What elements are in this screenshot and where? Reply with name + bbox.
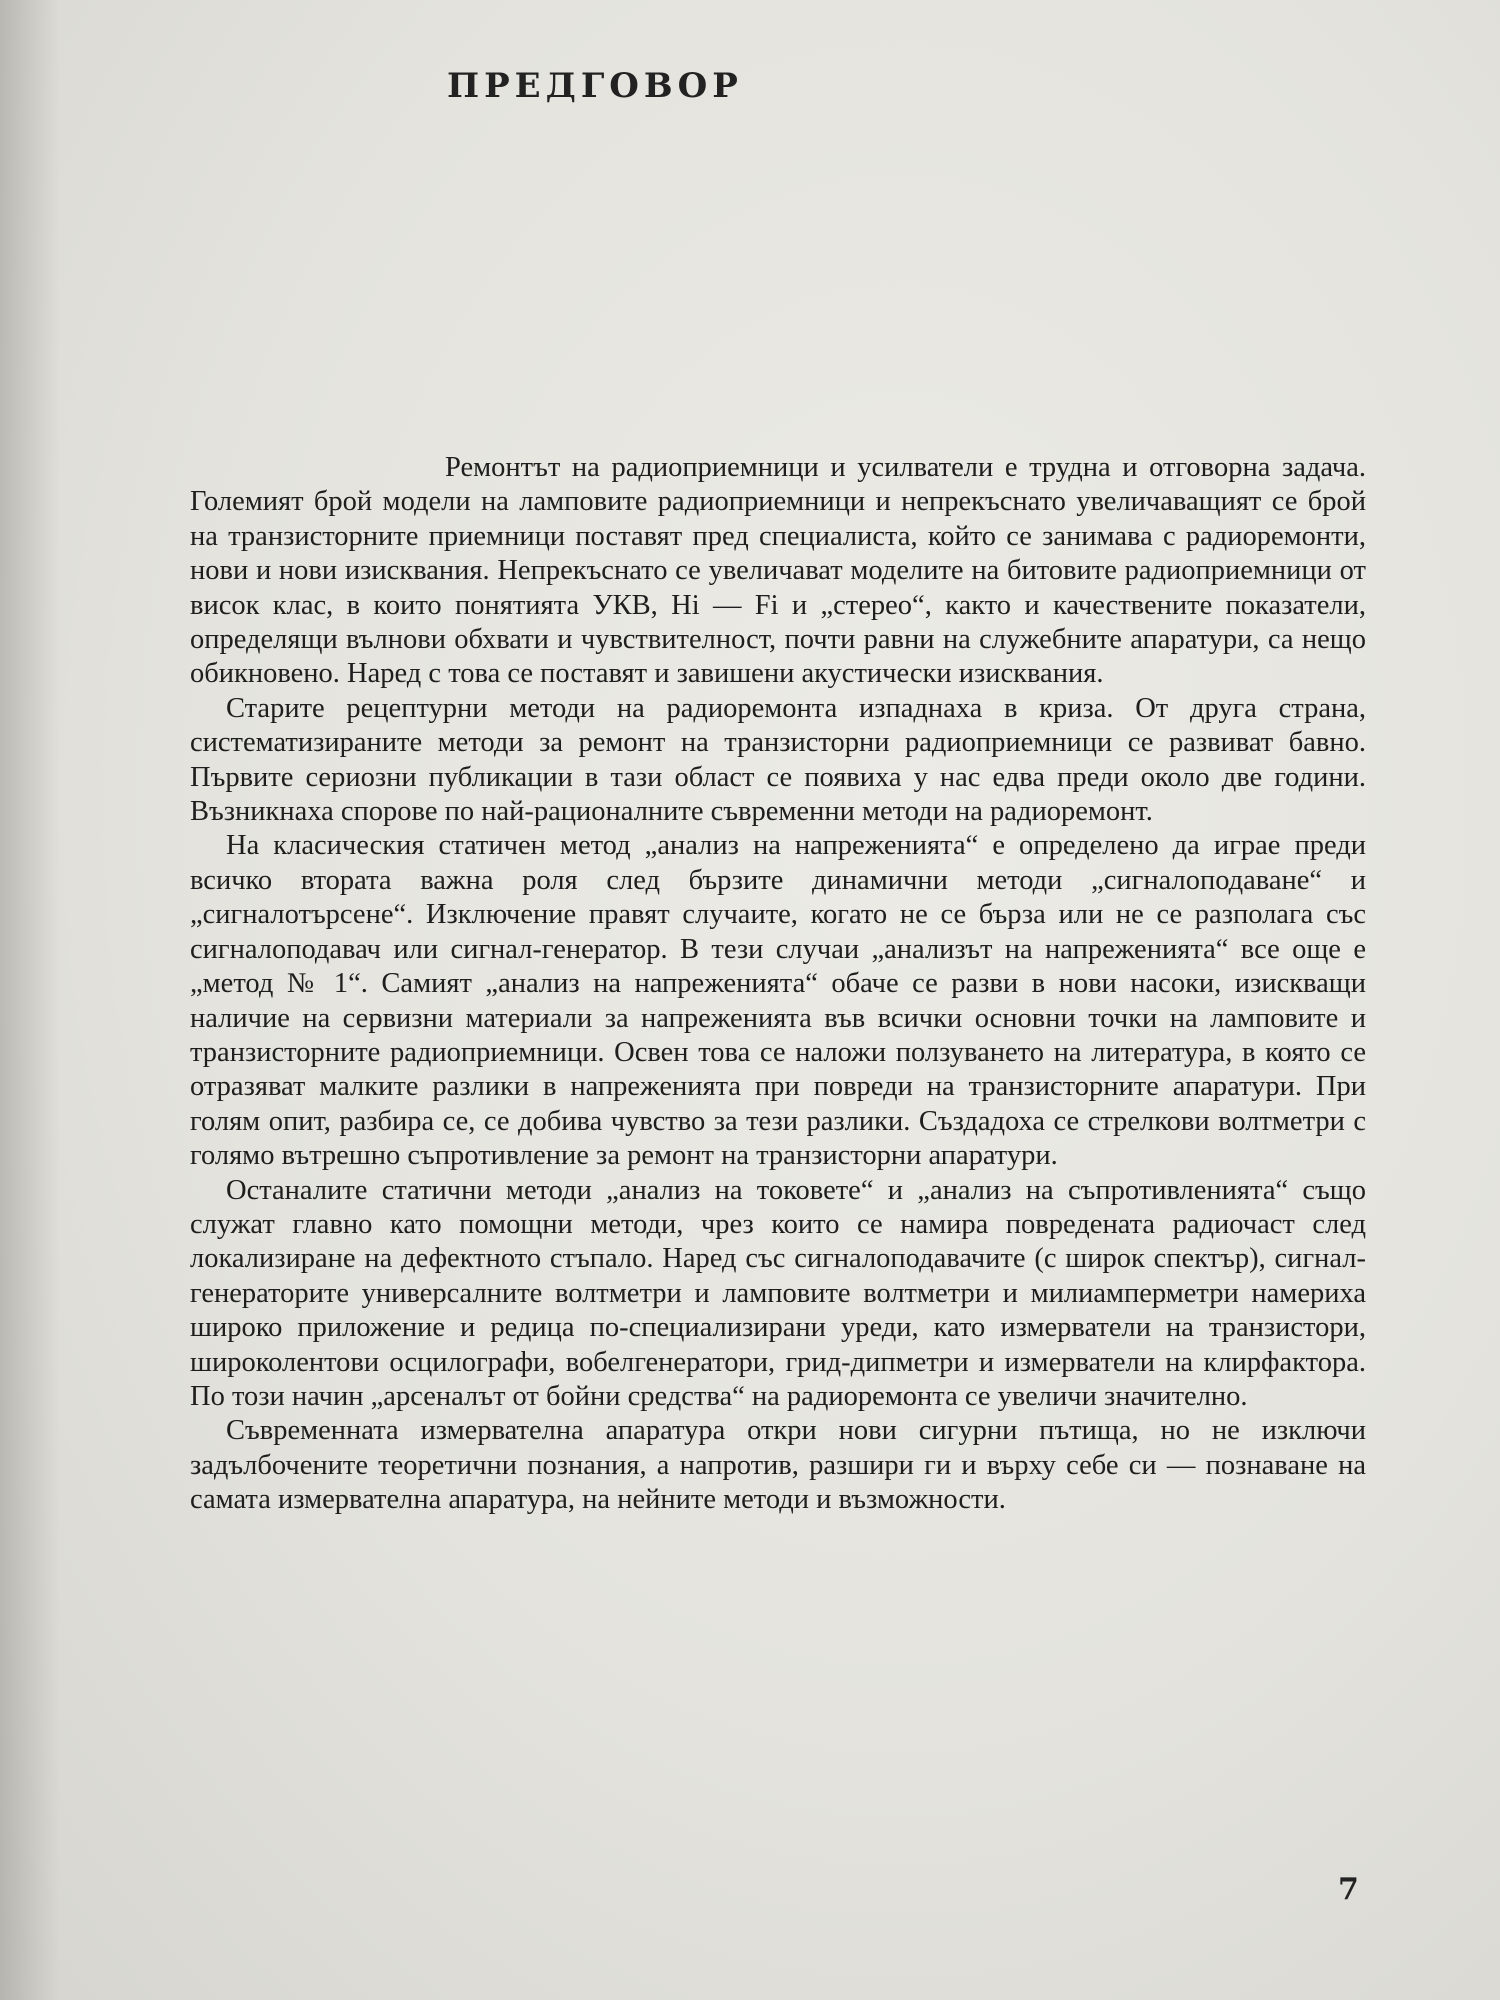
binding-shadow [0,0,60,2000]
body-text [190,451,1366,1518]
page-number: 7 [1338,1872,1359,1907]
paragraph-1: Ремонтът на радиоприемници и усилватели е трудна и отговорна задача. Големият брой модели на ламповите радиоприемници и непрекъснато увеличаващият се брой на транзисторните приемници поставят пред специалиста, който се занимава с радиоремонти, нови и нови изисквания. Непрекъснато се увеличават моделите на битовите радиоприемници от висок клас, в които понятията УКВ, Hi — Fi и „стерео“, както и качествените показатели, определящи вълнови обхвати и чувствителност, почти равни на служебните апаратури, са нещо обикновено. Наред с това се поставят и завишени акустически изисквания. [190,452,1366,690]
page-title: ПРЕДГОВОР [447,66,743,106]
paragraph-5: Съвременната измервателна апаратура откри нови сигурни пътища, но не изключи задълбочените теоретични познания, а напротив, разшири ги и върху себе си — познаване на самата измервателна апаратура, на нейните методи и възможности. [190,1415,1366,1516]
paragraph-4: Останалите статични методи „анализ на токовете“ и „анализ на съпротивленията“ също служат главно като помощни методи, чрез които се намира повредената радиочаст след локализиране на дефектното стъпало. Наред със сигналоподавачите (с широк спектър), сигнал-генераторите универсалните волтметри и ламповите волтметри и милиамперметри намериха широко приложение и редица по-специализирани уреди, като измерватели на транзистори, широколентови осцилографи, вобелгенератори, грид-дипметри и измерватели на клирфактора. По този начин „арсеналът от бойни средства“ на радиоремонта се увеличи значително. [190,1174,1366,1412]
paragraph-3: На класическия статичен метод „анализ на напреженията“ е определено да играе преди всичко втората важна роля след бързите динамични методи „сигналоподаване“ и „сигналотърсене“. Изключение правят случаите, когато не се бърза или не се разполага със сигналоподавач или сигнал-генератор. В тези случаи „анализът на напреженията“ все още е „метод № 1“. Самият „анализ на напреженията“ обаче се разви в нови насоки, изискващи наличие на сервизни материали за напреженията във всички основни точки на ламповите и транзисторните радиоприемници. Освен това се наложи ползуването на литература, в която се отразяват малките разлики в напреженията при повреди на транзисторните апаратури. При голям опит, разбира се, се добива чувство за тези разлики. Създадоха се стрелкови волтметри с голямо вътрешно съпротивление за ремонт на транзисторни апаратури. [190,830,1366,1172]
paragraph-2: Старите рецептурни методи на радиоремонта изпаднаха в криза. От друга страна, систематизираните методи за ремонт на транзисторни радиоприемници се развиват бавно. Първите сериозни публикации в тази област се появиха у нас едва преди около две години. Възникнаха спорове по най-рационалните съвременни методи на радиоремонт. [190,692,1366,828]
